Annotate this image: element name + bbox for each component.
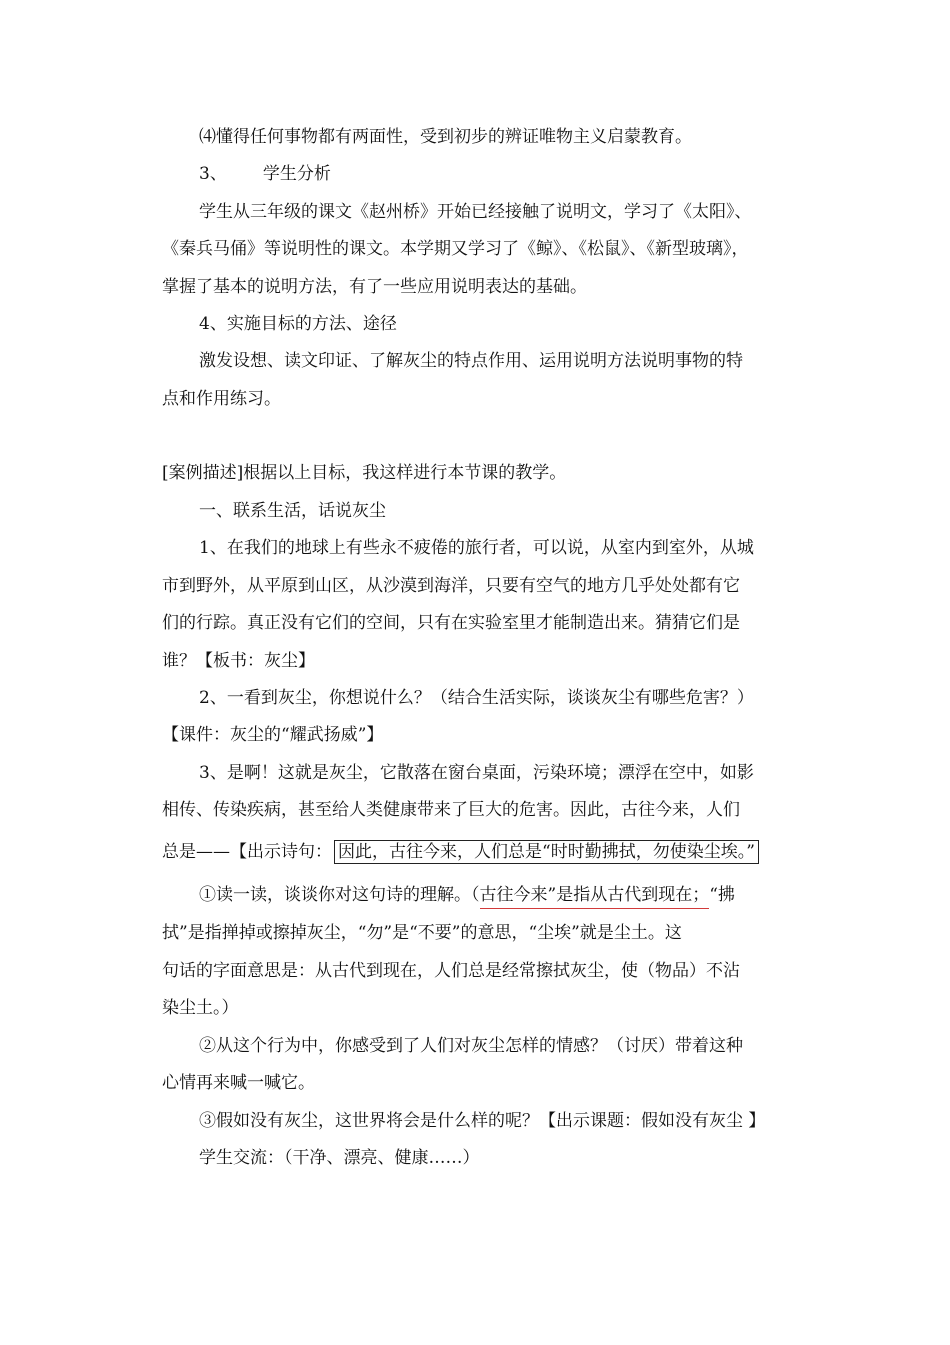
section-heading-3 — [199, 163, 822, 185]
question-1-tail: “拂 — [709, 885, 735, 905]
section-heading-4: 4、实施目标的方法、途径 — [199, 314, 397, 334]
part-heading-1: 一、联系生活，话说灰尘 — [199, 501, 386, 521]
student-exchange-line: 学生交流：（干净、漂亮、健康……） — [199, 1148, 480, 1168]
paragraph-line: 【课件：灰尘的“耀武扬威”】 — [162, 725, 384, 745]
question-1-text: ①读一读，谈谈你对这句诗的理解。（ — [199, 885, 480, 905]
paragraph-line: 掌握了基本的说明方法，有了一些应用说明表达的基础。 — [162, 277, 587, 297]
goal-item-4: ⑷懂得任何事物都有两面性，受到初步的辨证唯物主义启蒙教育。 — [199, 127, 692, 147]
paragraph-line: 激发设想、读文印证、了解灰尘的特点作用、运用说明方法说明事物的特 — [199, 351, 743, 371]
paragraph-line: 谁？【板书：灰尘】 — [162, 651, 315, 671]
question-2-line: ②从这个行为中，你感受到了人们对灰尘怎样的情感？（讨厌）带着这种 — [199, 1036, 743, 1056]
paragraph-line: 相传、传染疾病，甚至给人类健康带来了巨大的危害。因此，古往今来，人们 — [162, 800, 740, 820]
paragraph-line: 市到野外，从平原到山区，从沙漠到海洋，只要有空气的地方几乎处处都有它 — [162, 576, 740, 596]
paragraph-line: 点和作用练习。 — [162, 389, 281, 409]
paragraph-line: 3、是啊！这就是灰尘，它散落在窗台桌面，污染环境；漂浮在空中，如影 — [199, 763, 754, 783]
paragraph-line: 《秦兵马俑》等说明性的课文。本学期又学习了《鲸》、《松鼠》、《新型玻璃》， — [162, 239, 749, 259]
case-description-heading: [案例描述]根据以上目标，我这样进行本节课的教学。 — [162, 463, 567, 483]
paragraph-line: 学生从三年级的课文《赵州桥》开始已经接触了说明文，学习了《太阳》、 — [199, 202, 752, 222]
paragraph-line: 拭”是指掸掉或擦掉灰尘，“勿”是“不要”的意思，“尘埃”就是尘土。这 — [162, 923, 682, 943]
poem-line — [162, 840, 822, 864]
paragraph-line: 2、一看到灰尘，你想说什么？（结合生活实际，谈谈灰尘有哪些危害？） — [199, 688, 754, 708]
question-3-line: ③假如没有灰尘，这世界将会是什么样的呢？【出示课题：假如没有灰尘 】 — [199, 1111, 766, 1131]
poem-quote-box: 因此，古往今来，人们总是“时时勤拂拭，勿使染尘埃。” — [334, 840, 759, 864]
question-1-line — [199, 884, 822, 906]
paragraph-line: 句话的字面意思是：从古代到现在，人们总是经常擦拭灰尘，使（物品）不沾 — [162, 961, 740, 981]
paragraph-line: 1、在我们的地球上有些永不疲倦的旅行者，可以说，从室内到室外，从城 — [199, 538, 754, 558]
underlined-annotation: 古往今来”是指从古代到现在； — [479, 885, 710, 905]
paragraph-line: 心情再来喊一喊它。 — [162, 1073, 315, 1093]
paragraph-line: 们的行踪。真正没有它们的空间，只有在实验室里才能制造出来。猜猜它们是 — [162, 613, 740, 633]
section-number: 3、 — [199, 164, 227, 184]
paragraph-line: 染尘土。） — [162, 998, 239, 1018]
poem-prefix: 总是——【出示诗句： — [162, 842, 332, 862]
section-title: 学生分析 — [262, 164, 331, 184]
